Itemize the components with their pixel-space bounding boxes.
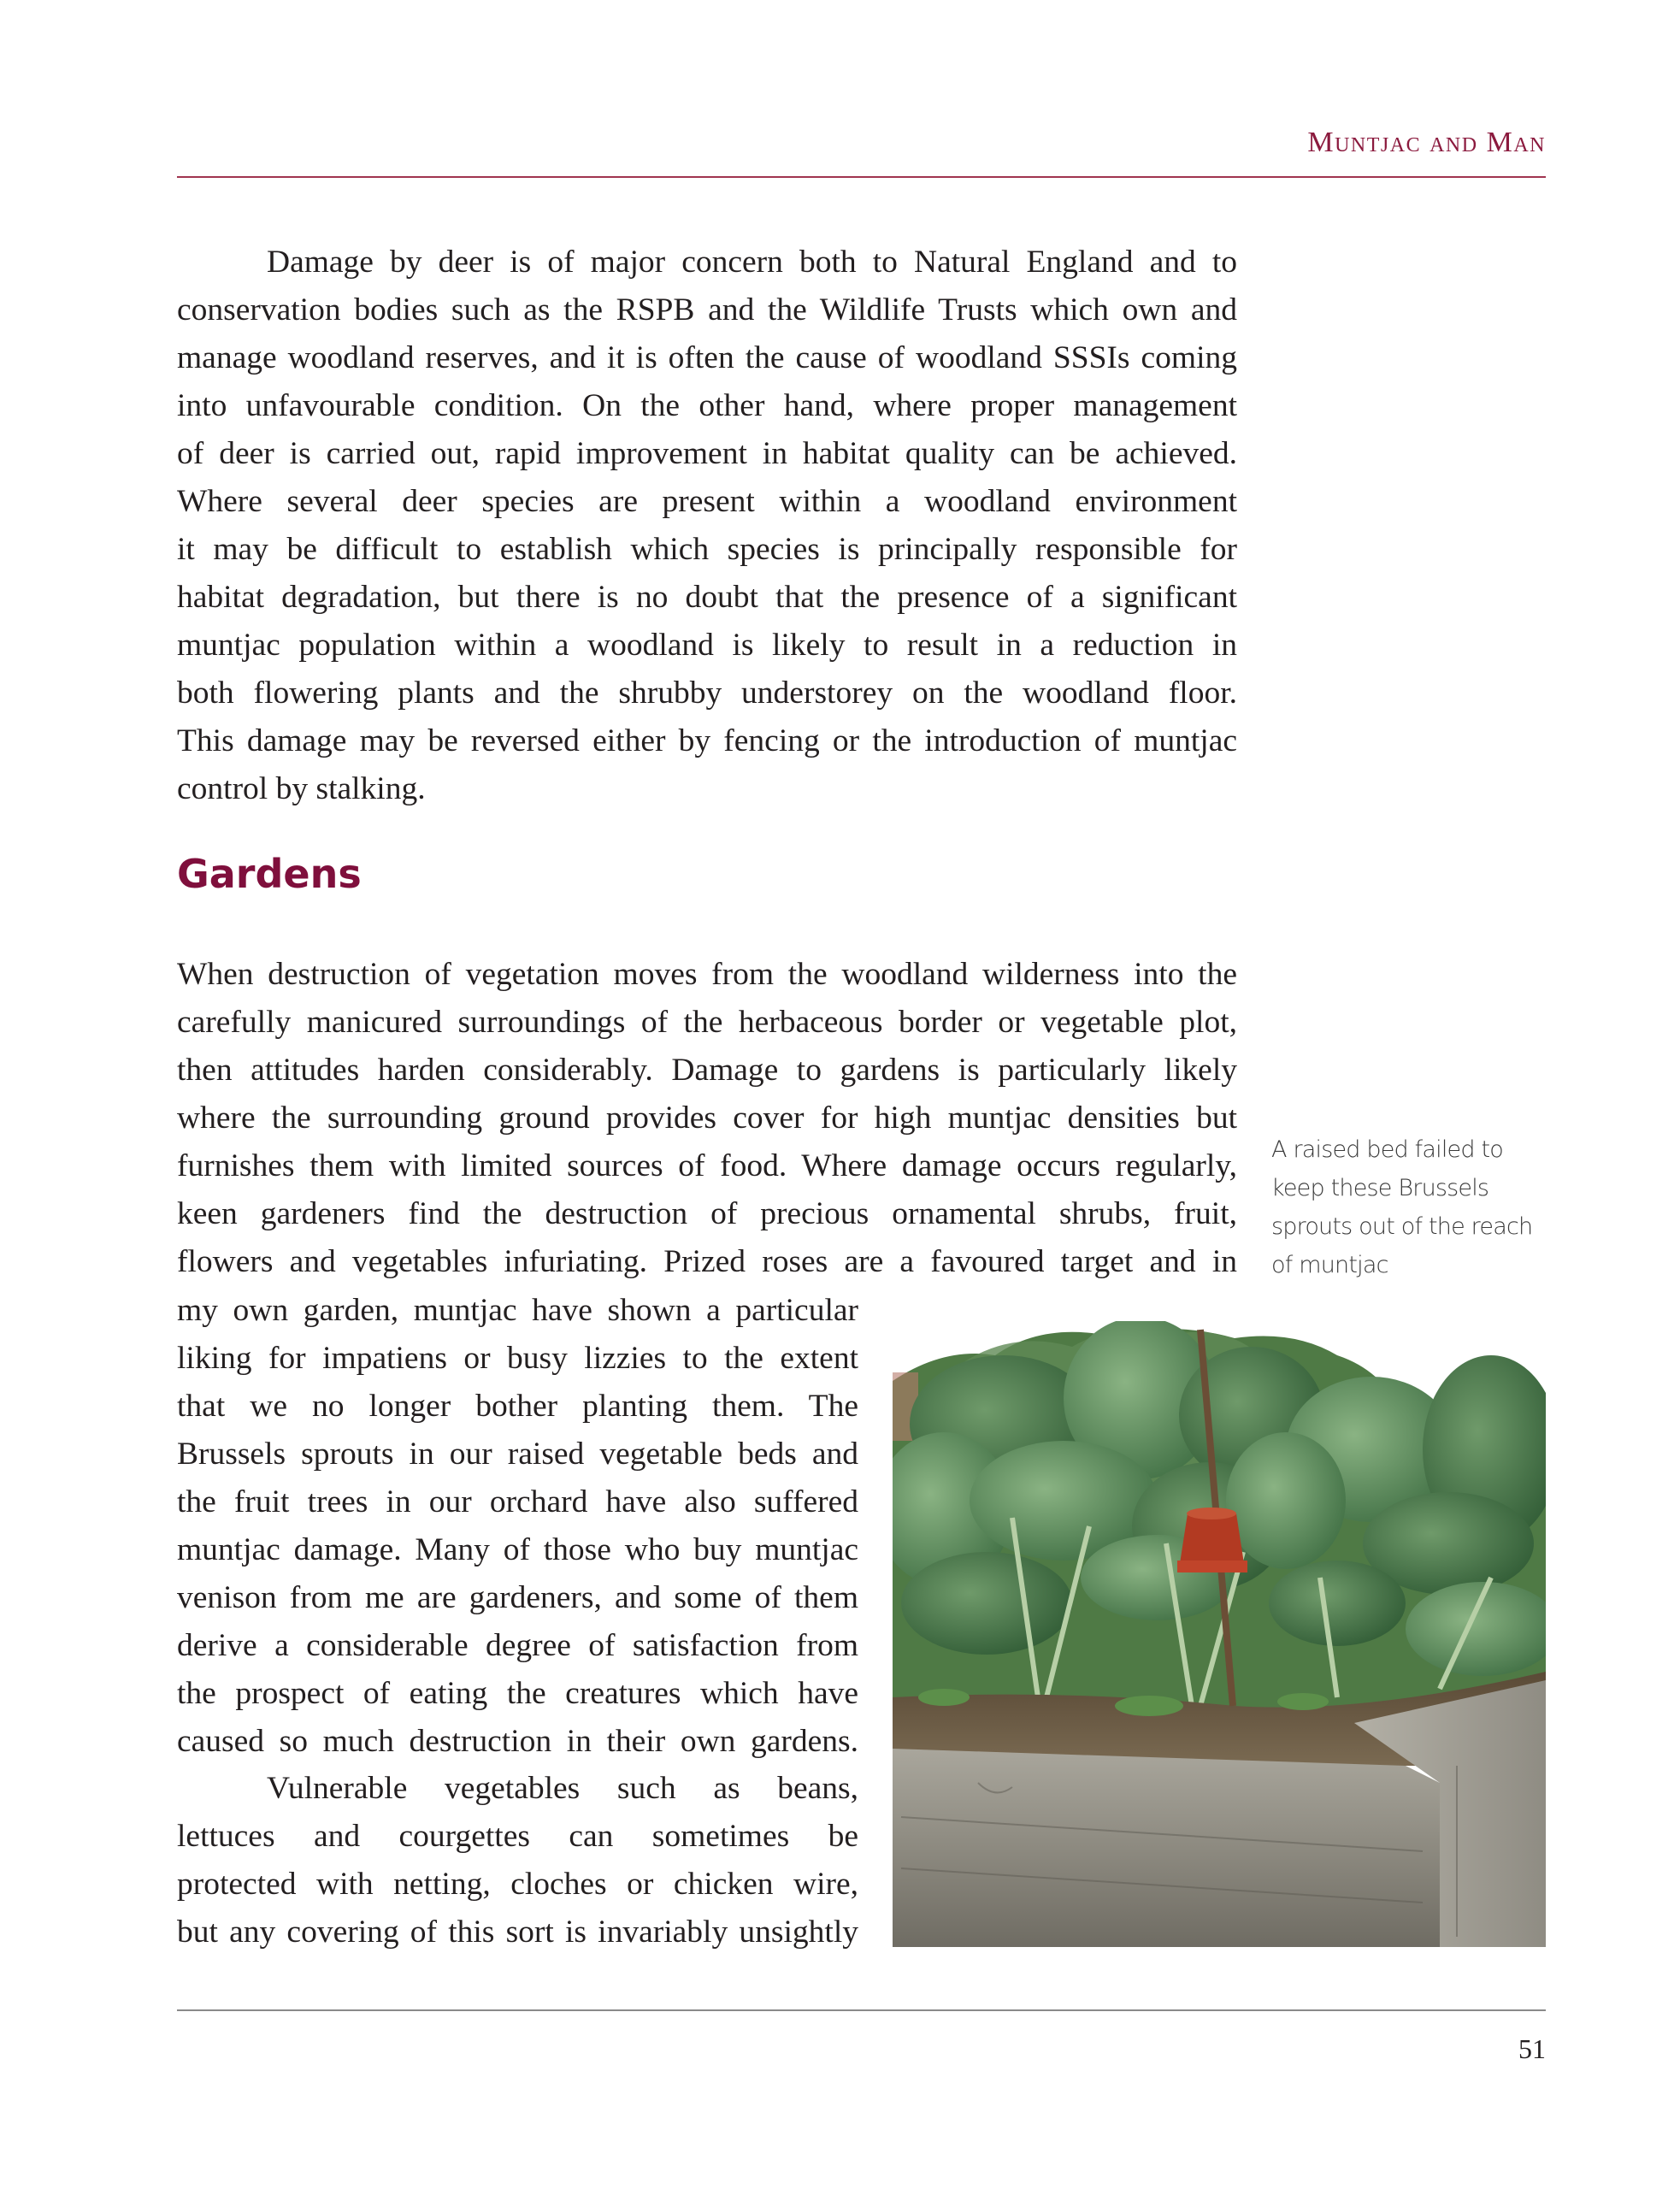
text-line: furnishes them with limited sources of food. Where damage occurs regularly, <box>177 1148 1237 1183</box>
text-line: Vulnerable vegetables such as beans, <box>267 1771 858 1806</box>
page-number: 51 <box>1518 2033 1546 2064</box>
text-line: Where several deer species are present within a woodland environment <box>177 484 1237 519</box>
text-line: control by stalking. <box>177 771 426 806</box>
text-line: then attitudes harden considerably. Damage to gardens is particularly likely <box>177 1053 1237 1088</box>
running-head-title: Muntjac and Man <box>1307 127 1546 158</box>
photo-illustration <box>893 1321 1546 1947</box>
paragraph-gardens-wide <box>177 951 1237 1286</box>
figure-caption <box>1271 1130 1545 1284</box>
text-line: the prospect of eating the creatures which have <box>177 1676 858 1711</box>
footer-rule <box>177 2009 1546 2011</box>
section-heading-gardens: Gardens <box>177 851 362 897</box>
text-line: caused so much destruction in their own gardens. <box>177 1724 858 1759</box>
paragraph-gardens-narrow <box>177 1287 858 1766</box>
text-line: muntjac population within a woodland is likely to result in a reduction in <box>177 628 1237 663</box>
text-line: flowers and vegetables infuriating. Prized roses are a favoured target and in <box>177 1244 1237 1279</box>
text-line: my own garden, muntjac have shown a particular <box>177 1293 858 1328</box>
text-line: When destruction of vegetation moves from the woodland wilderness into the <box>177 957 1237 992</box>
text-line: both flowering plants and the shrubby understorey on the woodland floor. <box>177 676 1237 711</box>
text-line: it may be difficult to establish which species is principally responsible for <box>177 532 1237 567</box>
text-line: but any covering of this sort is invariably unsightly <box>177 1915 858 1950</box>
text-line: protected with netting, cloches or chicken wire, <box>177 1867 858 1902</box>
text-line: derive a considerable degree of satisfaction from <box>177 1628 858 1663</box>
text-line: that we no longer bother planting them. The <box>177 1389 858 1424</box>
caption-line: keep these Brussels <box>1271 1175 1489 1201</box>
text-line: Damage by deer is of major concern both to Natural England and to <box>267 245 1237 280</box>
caption-line: sprouts out of the reach <box>1271 1213 1533 1240</box>
text-line: manage woodland reserves, and it is often the cause of woodland SSSIs coming <box>177 340 1237 375</box>
text-line: venison from me are gardeners, and some of them <box>177 1580 858 1615</box>
paragraph-vulnerable-vegetables <box>177 1765 858 1956</box>
text-line: into unfavourable condition. On the other hand, where proper management <box>177 388 1237 423</box>
text-line: carefully manicured surroundings of the herbaceous border or vegetable plot, <box>177 1005 1237 1040</box>
caption-line: A raised bed failed to <box>1271 1136 1503 1163</box>
brussels-sprouts-photo <box>893 1321 1546 1947</box>
text-line: conservation bodies such as the RSPB and the Wildlife Trusts which own and <box>177 292 1237 327</box>
text-line: the fruit trees in our orchard have also suffered <box>177 1484 858 1519</box>
text-line: This damage may be reversed either by fencing or the introduction of muntjac <box>177 723 1237 758</box>
header-rule <box>177 176 1546 178</box>
text-line: liking for impatiens or busy lizzies to the extent <box>177 1341 858 1376</box>
paragraph-deer-damage <box>177 239 1237 813</box>
text-line: lettuces and courgettes can sometimes be <box>177 1819 858 1854</box>
text-line: where the surrounding ground provides cover for high muntjac densities but <box>177 1100 1237 1136</box>
text-line: habitat degradation, but there is no doubt that the presence of a significant <box>177 580 1237 615</box>
text-line: Brussels sprouts in our raised vegetable beds and <box>177 1437 858 1472</box>
text-line: keen gardeners find the destruction of precious ornamental shrubs, fruit, <box>177 1196 1237 1231</box>
caption-line: of muntjac <box>1271 1252 1388 1278</box>
text-line: of deer is carried out, rapid improvement in habitat quality can be achieved. <box>177 436 1237 471</box>
text-line: muntjac damage. Many of those who buy muntjac <box>177 1532 858 1567</box>
